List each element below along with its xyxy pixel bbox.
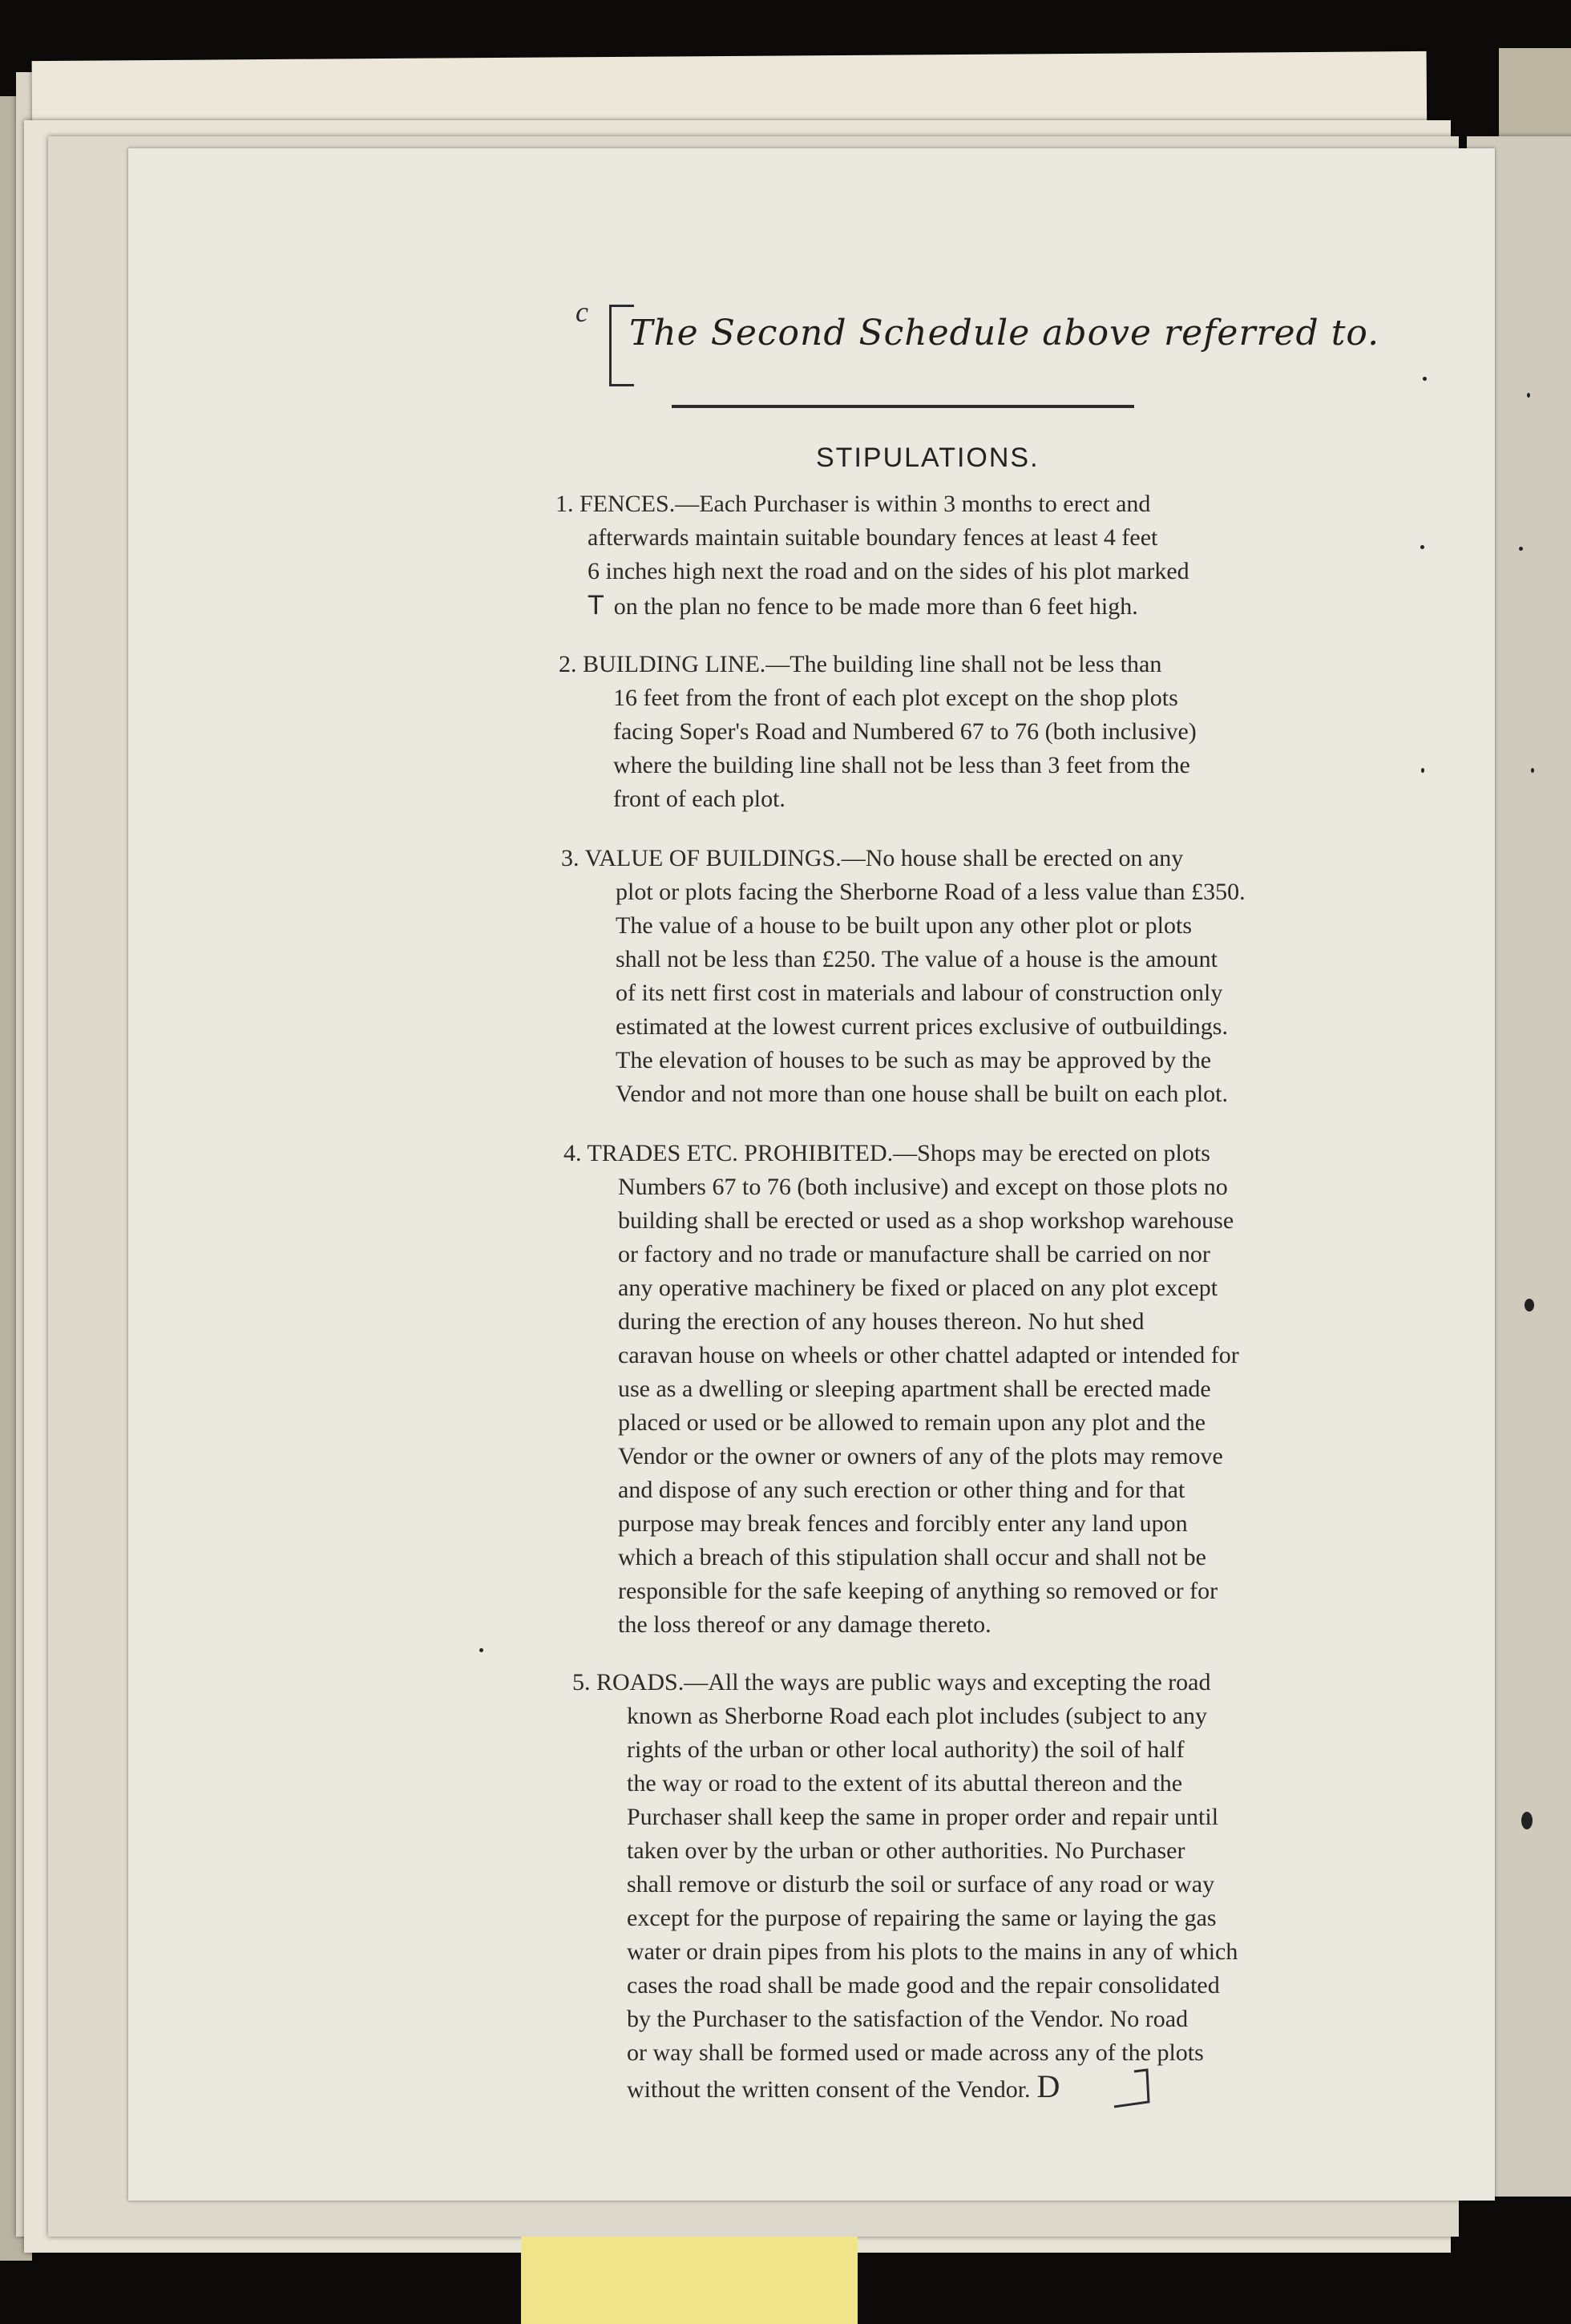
- clause-line: cases the road shall be made good and the repair consolidated: [627, 1972, 1220, 1999]
- clause-text: FENCES.—Each Purchaser is within 3 months to erect and: [580, 491, 1151, 517]
- clause-trades-prohibited: [563, 1137, 1375, 1642]
- clause-line: except for the purpose of repairing the same or laying the gas: [627, 1905, 1217, 1931]
- clause-line: purpose may break fences and forcibly enter any land upon: [618, 1510, 1188, 1537]
- clause-line: building shall be erected or used as a shop workshop warehouse: [618, 1207, 1234, 1234]
- clause-line: plot or plots facing the Sherborne Road of a less value than £350.: [616, 879, 1246, 905]
- clause-line: of its nett first cost in materials and labour of construction only: [616, 980, 1223, 1006]
- clause-first-line: [559, 648, 1368, 681]
- clause-number: 3.: [561, 845, 580, 871]
- margin-speck: [1521, 1812, 1533, 1829]
- clause-line: The value of a house to be built upon any other plot or plots: [616, 912, 1193, 939]
- clause-line: or way shall be formed used or made across any of the plots: [627, 2039, 1204, 2066]
- clause-line: and dispose of any such erection or other thing and for that: [618, 1477, 1185, 1503]
- clause-line: facing Soper's Road and Numbered 67 to 76 (both inclusive): [613, 718, 1197, 745]
- margin-speck: [479, 1648, 483, 1652]
- clause-line: known as Sherborne Road each plot includes (subject to any: [627, 1703, 1207, 1729]
- clause-number: 4.: [563, 1140, 582, 1166]
- yellow-tab: [521, 2237, 858, 2324]
- clause-line: responsible for the safe keeping of anything so removed or for: [618, 1578, 1218, 1604]
- clause-line: front of each plot.: [613, 786, 786, 812]
- clause-line: shall remove or disturb the soil or surface of any road or way: [627, 1871, 1215, 1898]
- clause-line: the way or road to the extent of its abuttal thereon and the: [627, 1770, 1183, 1797]
- clause-first-line: [561, 842, 1372, 875]
- clause-line: Vendor or the owner or owners of any of the plots may remove: [618, 1443, 1223, 1469]
- margin-speck: [1420, 545, 1424, 549]
- clause-line: Numbers 67 to 76 (both inclusive) and except on those plots no: [618, 1174, 1228, 1200]
- clause-text: VALUE OF BUILDINGS.—No house shall be erected on any: [584, 845, 1184, 871]
- clause-line: 16 feet from the front of each plot except on the shop plots: [613, 685, 1178, 711]
- clause-line: taken over by the urban or other authorities. No Purchaser: [627, 1837, 1185, 1864]
- margin-speck: [1525, 1299, 1534, 1312]
- clause-line: shall not be less than £250. The value of a house is the amount: [616, 946, 1218, 972]
- clause-line: which a breach of this stipulation shall occur and shall not be: [618, 1544, 1206, 1570]
- margin-mark: c: [575, 296, 588, 328]
- clause-roads: [572, 1666, 1382, 2107]
- margin-speck: [1421, 768, 1424, 773]
- margin-speck: [1531, 768, 1534, 773]
- clause-line: the loss thereof or any damage thereto.: [618, 1611, 991, 1638]
- clause-line: without the written consent of the Vendor. D: [627, 2068, 1060, 2104]
- clause-building-line: [559, 648, 1368, 816]
- clause-line: Purchaser shall keep the same in proper order and repair until: [627, 1804, 1219, 1830]
- end-mark-d: D: [1036, 2068, 1060, 2104]
- clause-number: 5.: [572, 1669, 591, 1696]
- clause-line: by the Purchaser to the satisfaction of the Vendor. No road: [627, 2006, 1189, 2032]
- clause-first-line: [563, 1137, 1375, 1170]
- clause-text: ROADS.—All the ways are public ways and excepting the road: [596, 1669, 1211, 1696]
- margin-speck: [1423, 377, 1427, 381]
- margin-speck: [1527, 393, 1530, 398]
- schedule-heading: The Second Schedule above referred to.: [629, 313, 1380, 354]
- clause-line: any operative machinery be fixed or placed on any plot except: [618, 1275, 1218, 1301]
- clause-line: or factory and no trade or manufacture shall be carried on nor: [618, 1241, 1210, 1267]
- clause-number: 2.: [559, 651, 577, 677]
- plan-marker-t: T: [588, 590, 604, 620]
- clause-line: use as a dwelling or sleeping apartment shall be erected made: [618, 1376, 1211, 1402]
- clause-fences: [555, 487, 1367, 624]
- clause-line: placed or used or be allowed to remain upon any plot and the: [618, 1409, 1206, 1436]
- clause-line: caravan house on wheels or other chattel adapted or intended for: [618, 1342, 1239, 1368]
- clause-line: during the erection of any houses thereon. No hut shed: [618, 1308, 1145, 1335]
- clause-line: where the building line shall not be less than 3 feet from the: [613, 752, 1190, 778]
- clause-line: estimated at the lowest current prices exclusive of outbuildings.: [616, 1013, 1228, 1040]
- clause-first-line: [572, 1666, 1382, 1700]
- clause-line: afterwards maintain suitable boundary fences at least 4 feet: [588, 524, 1158, 551]
- clause-text: BUILDING LINE.—The building line shall not be less than: [583, 651, 1162, 677]
- clause-line: 6 inches high next the road and on the sides of his plot marked: [588, 558, 1189, 584]
- clause-number: 1.: [555, 491, 574, 517]
- heading-rule: [672, 405, 1134, 408]
- clause-value-of-buildings: [561, 842, 1372, 1111]
- handwritten-bracket-mark: [1110, 2060, 1190, 2116]
- clause-line: water or drain pipes from his plots to the mains in any of which: [627, 1938, 1238, 1965]
- clause-line: The elevation of houses to be such as may be approved by the: [616, 1047, 1212, 1073]
- clause-first-line: [555, 487, 1367, 521]
- stipulations-title: STIPULATIONS.: [816, 443, 1040, 473]
- clause-line: rights of the urban or other local authority) the soil of half: [627, 1736, 1185, 1763]
- clause-line: Vendor and not more than one house shall be built on each plot.: [616, 1081, 1228, 1107]
- clause-text: TRADES ETC. PROHIBITED.—Shops may be erected on plots: [587, 1140, 1210, 1166]
- margin-speck: [1519, 547, 1523, 551]
- clause-line: T on the plan no fence to be made more than 6 feet high.: [588, 590, 1138, 620]
